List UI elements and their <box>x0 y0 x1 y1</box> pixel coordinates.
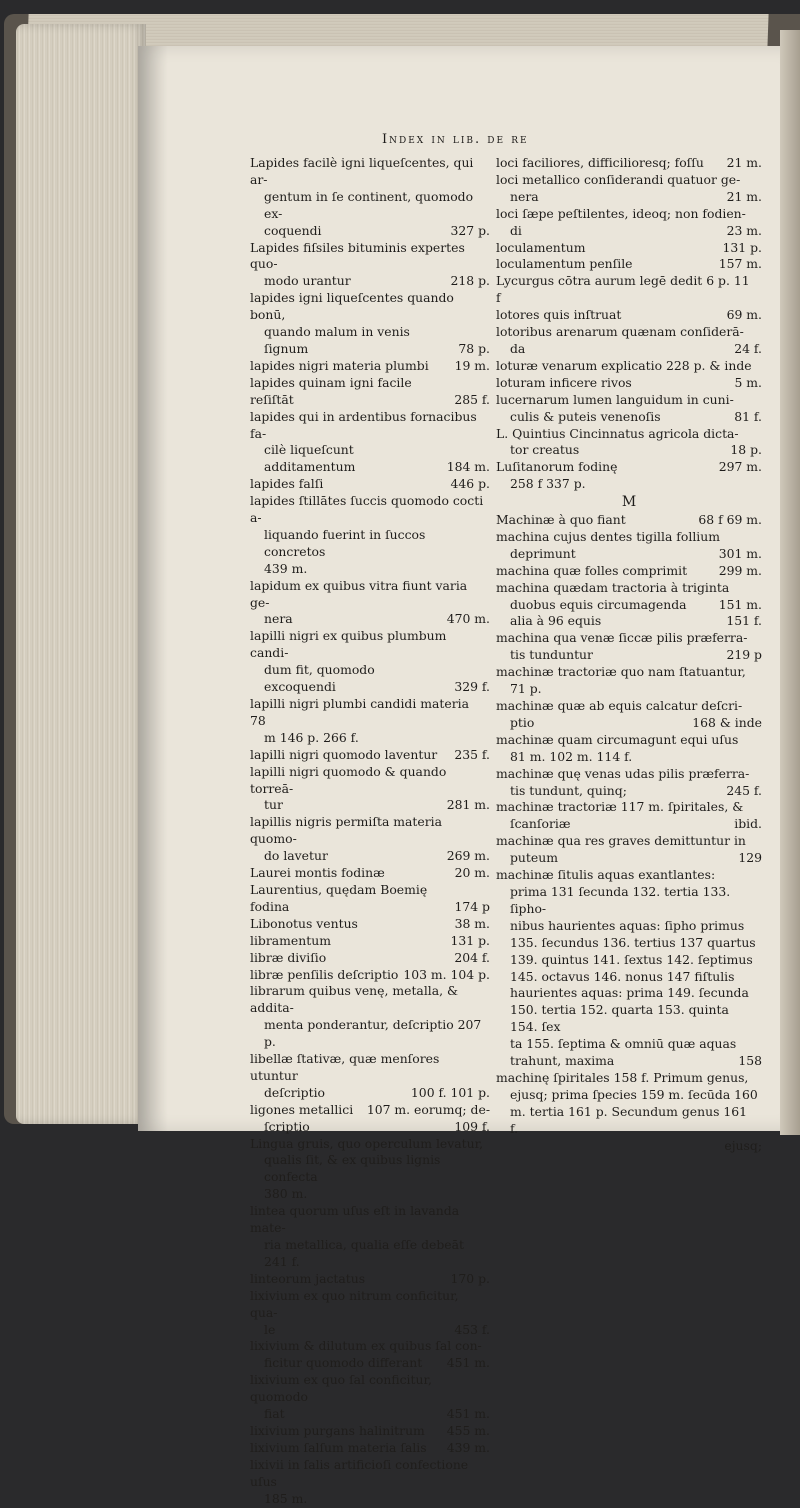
entry-page-ref: 297 m. <box>718 459 762 475</box>
entry-page-ref: 100 f. 101 p. <box>410 1084 490 1100</box>
index-entry <box>250 747 490 764</box>
index-entry <box>496 172 762 189</box>
entry-text: coquendi <box>264 222 322 238</box>
entry-text: 139. quintus 141. ſextus 142. ſeptimus <box>510 951 753 967</box>
entry-text: nera <box>510 188 539 204</box>
entry-text: libellæ ſtativæ, quæ menſores utuntur <box>250 1051 440 1083</box>
index-entry <box>250 814 490 848</box>
entry-page-ref: 451 m. <box>446 1355 490 1371</box>
entry-text: lotores quis inſtruat <box>496 307 622 323</box>
entry-text: 71 p. <box>510 681 542 697</box>
index-entry <box>496 1104 762 1138</box>
entry-text: machinæ ſitulis aquas exantlantes: <box>496 867 716 883</box>
entry-page-ref: 204 f. <box>454 949 490 965</box>
index-entry <box>250 1237 490 1271</box>
entry-text: prima 131 ſecunda 132. tertia 133. ſipho- <box>510 883 731 916</box>
entry-text: lixivium ex quo ſal conficitur, quomodo <box>250 1372 432 1405</box>
entry-text: 135. ſecundus 136. tertius 137 quartus <box>510 934 756 950</box>
index-entry <box>250 223 490 240</box>
index-entry <box>496 223 762 240</box>
entry-text: loci ſæpe peſtilentes, ideoq; non fodien- <box>496 205 746 221</box>
entry-page-ref: 21 m. <box>726 155 762 170</box>
entry-text: machinę ſpiritales 158 f. Primum genus, <box>496 1069 749 1085</box>
entry-text: Lapides facilè igni liqueſcentes, qui ar- <box>250 155 474 187</box>
entry-text: lapides nigri materia plumbi <box>250 357 429 373</box>
index-entry <box>250 1119 490 1136</box>
entry-page-ref: 219 p <box>726 647 762 663</box>
running-header: Index in lib. de re <box>382 132 529 147</box>
index-entry <box>496 1036 762 1053</box>
entry-text: lapides ſtillātes ſuccis quomodo cocti a- <box>250 493 484 526</box>
index-entry <box>250 696 490 730</box>
entry-text: lapillis nigris permiſta materia quomo- <box>250 814 443 847</box>
entry-text: Libonotus ventus <box>250 915 358 931</box>
entry-page-ref: 131 p. <box>450 932 490 948</box>
entry-page-ref: 184 m. <box>446 459 490 475</box>
entry-text: 81 m. 102 m. 114 f. <box>510 748 633 764</box>
index-entry <box>496 647 762 664</box>
entry-text: lapides falſi <box>250 476 324 492</box>
index-entry <box>250 1051 490 1085</box>
index-entry <box>250 1136 490 1153</box>
index-entry <box>496 969 762 986</box>
entry-text: ejusq; prima ſpecies 159 m. ſecūda 160 <box>510 1086 758 1102</box>
entry-text: lapilli nigri quomodo laventur <box>250 746 438 762</box>
index-entry <box>250 1017 490 1051</box>
entry-text: qualis ſit, & ex quibus lignis confecta <box>264 1152 441 1185</box>
index-entry <box>496 698 762 715</box>
index-entry <box>250 1102 490 1119</box>
entry-text: fiat <box>264 1406 285 1422</box>
index-entry <box>496 529 762 546</box>
entry-text: culis & puteis venenoſis <box>510 408 661 424</box>
index-entry <box>496 189 762 206</box>
index-entry <box>250 1338 490 1355</box>
entry-text: nera <box>264 611 293 627</box>
entry-page-ref: 301 m. <box>718 545 762 561</box>
index-entry <box>250 1322 490 1339</box>
entry-text: 439 m. <box>264 560 308 576</box>
entry-text: ficitur quomodo differant <box>264 1355 423 1371</box>
entry-text: libræ penſilis deſcriptio <box>250 966 399 982</box>
index-entry <box>496 1138 762 1155</box>
entry-text: ſcriptio <box>264 1118 310 1134</box>
index-entry <box>250 1085 490 1102</box>
index-entry <box>496 783 762 800</box>
entry-text: deprimunt <box>510 545 576 561</box>
index-entry <box>496 273 762 307</box>
entry-page-ref: 20 m. <box>454 865 490 881</box>
index-entry <box>250 1491 490 1508</box>
index-entry <box>496 1087 762 1104</box>
entry-page-ref: 157 m. <box>718 256 762 272</box>
entry-page-ref: 299 m. <box>718 562 762 578</box>
entry-text: lixivium purgans halinitrum <box>250 1422 425 1438</box>
entry-page-ref: ibid. <box>734 816 762 832</box>
index-entry <box>496 392 762 409</box>
entry-text: tur <box>264 797 283 813</box>
index-entry <box>250 628 490 662</box>
entry-page-ref: 103 m. 104 p. <box>403 966 490 982</box>
entry-text: ta 155. ſeptima & omniū quæ aquas <box>510 1036 737 1052</box>
entry-text: Lycurgus cōtra aurum legē dedit 6 p. 11 f <box>496 273 750 306</box>
entry-page-ref: 439 m. <box>446 1439 490 1455</box>
entry-text: nibus haurientes aquas: ſipho primus <box>510 917 745 933</box>
index-entry <box>250 493 490 527</box>
entry-text: tor creatus <box>510 442 580 458</box>
index-entry <box>496 681 762 698</box>
index-entry <box>496 563 762 580</box>
entry-text: duobus equis circumagenda <box>510 596 687 612</box>
index-entry <box>250 561 490 578</box>
entry-page-ref: 21 m. <box>726 188 762 204</box>
entry-page-ref: 158 <box>738 1053 762 1069</box>
entry-text: ptio <box>510 714 535 730</box>
entry-page-ref: 5 m. <box>734 374 762 390</box>
entry-page-ref: ejusq; <box>724 1137 762 1153</box>
index-entry <box>496 935 762 952</box>
index-entry <box>250 1457 490 1491</box>
entry-text: lapides igni liqueſcentes quando bonū, <box>250 290 454 323</box>
entry-text: lapilli nigri ex quibus plumbum candi- <box>250 628 447 661</box>
entry-text: Laurentius, quędam Boemię fodina <box>250 881 428 914</box>
entry-text: lapides qui in ardentibus fornacibus fa- <box>250 408 477 441</box>
entry-text: lixivium ſalſum materia ſalis <box>250 1439 427 1455</box>
entry-page-ref: 281 m. <box>446 797 490 813</box>
entry-page-ref: 453 f. <box>454 1321 490 1337</box>
entry-page-ref: 69 m. <box>726 307 762 323</box>
index-entry <box>496 867 762 884</box>
entry-page-ref: 18 p. <box>730 442 762 458</box>
index-entry <box>496 918 762 935</box>
index-entry <box>250 324 490 358</box>
entry-text: machina quæ folles comprimit <box>496 562 688 578</box>
index-entry <box>250 358 490 375</box>
index-entry <box>496 766 762 783</box>
index-entry <box>496 512 762 529</box>
entry-page-ref: 19 m. <box>454 357 490 373</box>
index-entry <box>496 1002 762 1036</box>
entry-text: m. tertia 161 p. Secundum genus 161 f. <box>510 1103 748 1136</box>
index-entry <box>496 850 762 867</box>
entry-text: lixivii in ſalis artificioſi confectione uſus <box>250 1456 469 1489</box>
index-entry <box>250 240 490 274</box>
entry-text: 258 f 337 p. <box>510 476 586 492</box>
entry-page-ref: 269 m. <box>446 848 490 864</box>
index-entry <box>250 1152 490 1186</box>
index-entry <box>496 256 762 273</box>
entry-text: ria metallica, qualia eſſe debeāt 241 f. <box>264 1237 464 1269</box>
entry-text: ſcanſoriæ <box>510 816 571 832</box>
facing-page-edge <box>780 30 800 1135</box>
index-entry <box>250 611 490 628</box>
index-entry <box>496 426 762 443</box>
entry-page-ref: 451 m. <box>446 1406 490 1422</box>
index-entry <box>250 1288 490 1322</box>
index-entry <box>250 1271 490 1288</box>
entry-page-ref: 151 m. <box>718 596 762 612</box>
entry-text: 380 m. <box>264 1186 308 1202</box>
entry-text: L. Quintius Cincinnatus agricola dicta- <box>496 425 739 441</box>
index-entry <box>496 459 762 476</box>
entry-text: machinæ quam circumagunt equi uſus <box>496 731 739 747</box>
index-entry <box>496 985 762 1002</box>
entry-text: loculamentum penſile <box>496 256 633 272</box>
entry-text: 150. tertia 152. quarta 153. quinta 154. ſex <box>510 1002 729 1035</box>
entry-page-ref: 68 f 69 m. <box>698 512 762 528</box>
index-entry <box>250 527 490 561</box>
entry-text: machinæ quę venas udas pilis præferra- <box>496 765 750 781</box>
entry-page-ref: 455 m. <box>446 1422 490 1438</box>
gutter-shadow <box>138 46 168 1131</box>
entry-text: loculamentum <box>496 239 586 255</box>
entry-text: loci faciliores, difficilioresq; foſſu <box>496 155 704 170</box>
entry-text: lixivium & dilutum ex quibus ſal con- <box>250 1338 482 1354</box>
index-entry <box>250 797 490 814</box>
entry-text: Laurei montis fodinæ <box>250 865 385 881</box>
entry-page-ref: 168 & inde <box>692 714 762 730</box>
index-entry <box>250 983 490 1017</box>
index-entry <box>250 967 490 984</box>
index-entry <box>250 1203 490 1237</box>
section-letter: M <box>621 494 637 511</box>
entry-page-ref: 327 p. <box>450 222 490 238</box>
index-entry <box>496 816 762 833</box>
index-entry <box>250 189 490 223</box>
entry-text: ligones metallici <box>250 1101 354 1117</box>
entry-text: deſcriptio <box>264 1084 326 1100</box>
entry-text: machinæ quæ ab equis calcatur deſcri- <box>496 698 743 713</box>
entry-text: menta ponderantur, deſcriptio 207 p. <box>264 1017 482 1050</box>
entry-text: tis tunduntur <box>510 647 593 663</box>
entry-text: libramentum <box>250 932 331 948</box>
entry-text: lapides quinam igni facile reſiſtāt <box>250 374 412 407</box>
entry-text: do lavetur <box>264 848 328 864</box>
index-entry <box>496 358 762 375</box>
entry-text: trahunt, maxima <box>510 1053 615 1069</box>
entry-page-ref: 245 f. <box>726 782 762 798</box>
entry-text: machinæ tractoriæ 117 m. ſpiritales, & <box>496 799 744 815</box>
index-entry <box>496 546 762 563</box>
entry-text: Luſitanorum fodinę <box>496 459 618 475</box>
index-entry <box>250 1440 490 1457</box>
entry-page-ref: 446 p. <box>450 476 490 492</box>
entry-text: loci metallico conſiderandi quatuor ge- <box>496 171 741 187</box>
entry-page-ref: 151 f. <box>726 613 762 629</box>
entry-page-ref: 107 m. eorumq; de- <box>366 1101 490 1117</box>
index-entry <box>250 730 490 747</box>
entry-page-ref: 329 f. <box>454 679 490 695</box>
index-entry <box>250 1355 490 1372</box>
index-entry <box>496 884 762 918</box>
entry-text: puteum <box>510 850 558 866</box>
entry-text: lotoribus arenarum quænam conſiderā- <box>496 324 744 340</box>
index-entry <box>496 155 762 172</box>
index-entry <box>496 749 762 766</box>
index-entry <box>496 664 762 681</box>
entry-text: m 146 p. 266 f. <box>264 729 359 745</box>
entry-page-ref: 170 p. <box>450 1270 490 1286</box>
entry-text: liquando fuerint in ſuccos concretos <box>264 526 426 559</box>
index-entry <box>250 409 490 443</box>
entry-text: linteorum jactatus <box>250 1270 366 1286</box>
entry-text: gentum in ſe continent, quomodo ex- <box>264 188 474 221</box>
index-entry <box>496 732 762 749</box>
entry-text: di <box>510 222 522 238</box>
entry-text: lapilli nigri plumbi candidi materia 78 <box>250 696 469 728</box>
index-entry <box>250 155 490 189</box>
index-entry <box>496 799 762 816</box>
index-entry <box>496 307 762 324</box>
index-column-right <box>496 155 762 1154</box>
entry-page-ref: 78 p. <box>458 340 490 356</box>
entry-text: loturæ venarum explicatio 228 p. & inde <box>496 357 752 373</box>
index-entry <box>496 324 762 341</box>
entry-page-ref: 235 f. <box>454 746 490 762</box>
entry-page-ref: 109 f. <box>454 1118 490 1134</box>
entry-text: Machinæ à quo fiant <box>496 512 626 528</box>
entry-text: 185 m. <box>264 1490 308 1506</box>
entry-text: cilè liqueſcunt additamentum <box>264 442 356 475</box>
entry-text: loturam inficere rivos <box>496 374 632 390</box>
entry-text: quando malum in venis ſignum <box>264 324 410 356</box>
index-entry <box>496 1070 762 1087</box>
index-entry <box>496 952 762 969</box>
index-entry <box>250 882 490 916</box>
entry-text: machina qua venæ ſiccæ pilis præferra- <box>496 630 748 646</box>
entry-text: modo urantur <box>264 273 351 289</box>
entry-text: 145. octavus 146. nonus 147 fiſtulis <box>510 968 735 984</box>
index-entry <box>250 476 490 493</box>
page-block-fore-edge <box>16 24 146 1124</box>
entry-text: machina cujus dentes tigilla follium <box>496 528 720 544</box>
index-entry <box>496 630 762 647</box>
entry-text: lapidum ex quibus vitra fiunt varia ge- <box>250 577 468 610</box>
entry-page-ref: 174 p <box>454 898 490 914</box>
entry-text: haurientes aquas: prima 149. ſecunda <box>510 985 749 1001</box>
index-entry <box>496 580 762 597</box>
entry-text: lintea quorum uſus eſt in lavanda mate- <box>250 1203 460 1236</box>
index-entry <box>496 1053 762 1070</box>
entry-page-ref: 24 f. <box>734 340 762 356</box>
index-entry <box>250 1423 490 1440</box>
index-entry <box>496 206 762 223</box>
index-entry <box>250 273 490 290</box>
entry-text: alia à 96 equis <box>510 613 602 629</box>
index-entry <box>250 1406 490 1423</box>
index-entry <box>496 240 762 257</box>
index-entry <box>250 662 490 696</box>
index-entry <box>250 375 490 409</box>
entry-text: Lingua gruis, quo operculum levatur, <box>250 1135 484 1151</box>
index-entry <box>496 476 762 493</box>
index-entry <box>496 375 762 392</box>
entry-text: librarum quibus venę, metalla, & addita- <box>250 983 459 1016</box>
entry-page-ref: 23 m. <box>726 222 762 238</box>
entry-text: lucernarum lumen languidum in cuni- <box>496 391 734 407</box>
entry-text: machina quædam tractoria à triginta <box>496 579 730 595</box>
entry-page-ref: 38 m. <box>454 915 490 931</box>
index-entry <box>250 933 490 950</box>
entry-text: Lapides fiſsiles bituminis expertes quo- <box>250 239 465 272</box>
index-entry <box>496 597 762 614</box>
index-entry <box>250 848 490 865</box>
entry-page-ref: 218 p. <box>450 273 490 289</box>
index-entry <box>496 613 762 630</box>
index-entry <box>250 442 490 476</box>
index-column-left <box>250 155 490 1508</box>
entry-text: tis tundunt, quinq; <box>510 782 627 798</box>
index-entry <box>250 290 490 324</box>
entry-text: lixivium ex quo nitrum conficitur, qua- <box>250 1287 459 1320</box>
entry-page-ref: 470 m. <box>446 611 490 627</box>
entry-page-ref: 285 f. <box>454 391 490 407</box>
index-entry <box>496 833 762 850</box>
index-entry <box>250 865 490 882</box>
index-entry <box>496 341 762 358</box>
index-entry <box>250 916 490 933</box>
index-entry <box>496 409 762 426</box>
entry-text: da <box>510 340 526 356</box>
entry-text: le <box>264 1321 276 1337</box>
entry-page-ref: 131 p. <box>722 239 762 255</box>
index-entry <box>250 1372 490 1406</box>
entry-text: machinæ tractoriæ quo nam ſtatuantur, <box>496 664 746 680</box>
entry-text: machinæ qua res graves demittuntur in <box>496 833 746 849</box>
entry-text: dum fit, quomodo excoquendi <box>264 662 375 695</box>
index-entry <box>250 764 490 798</box>
index-entry <box>496 442 762 459</box>
index-entry <box>250 1186 490 1203</box>
entry-page-ref: 129 <box>738 850 762 866</box>
entry-page-ref: 81 f. <box>734 408 762 424</box>
index-entry <box>250 950 490 967</box>
index-entry <box>496 715 762 732</box>
entry-text: lapilli nigri quomodo & quando torreā- <box>250 763 447 796</box>
index-entry <box>250 578 490 612</box>
entry-text: libræ diviſio <box>250 949 327 965</box>
